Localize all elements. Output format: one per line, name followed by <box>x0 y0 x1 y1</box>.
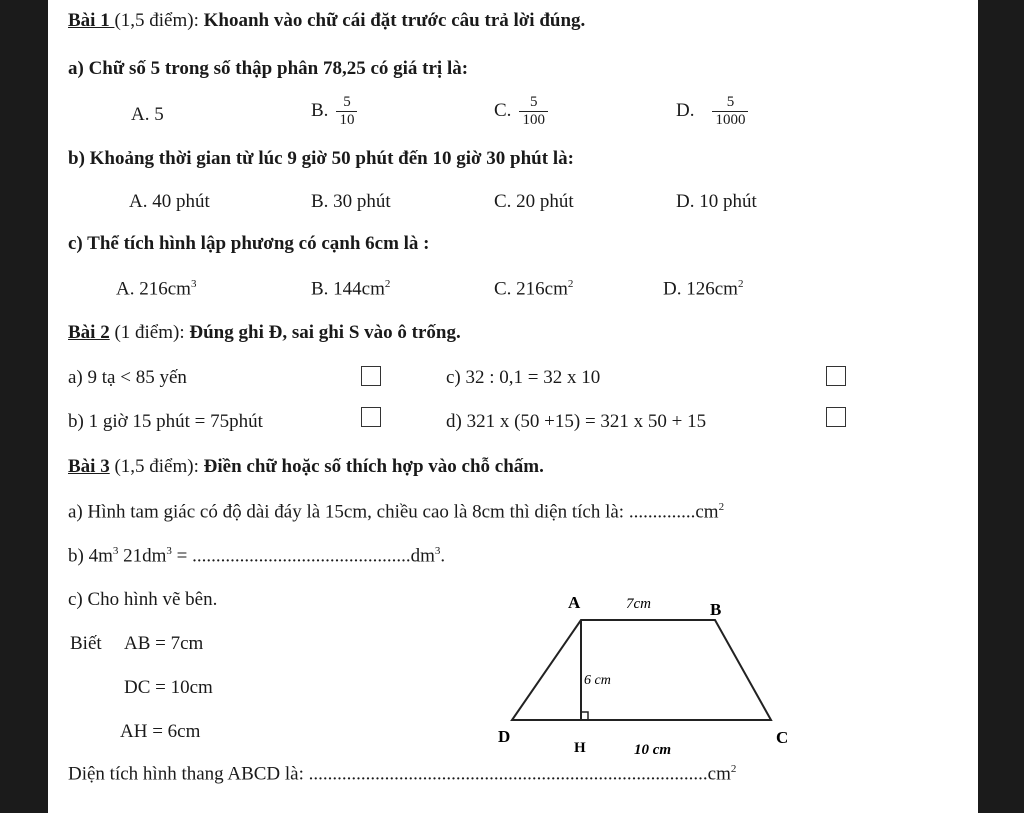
bai3-c-area-unit: cm <box>707 763 731 785</box>
fraction-b-den: 10 <box>339 112 355 128</box>
bai3-c-area-blank[interactable]: .................................................................................... <box>308 763 708 785</box>
bai2-item-c: c) 32 : 0,1 = 32 x 10 <box>446 367 601 388</box>
bai1-qc-option-a <box>116 278 196 300</box>
bai3-a-unit-sup: 2 <box>718 501 725 513</box>
bai2-item-b: b) 1 giờ 15 phút = 75phút <box>68 411 263 432</box>
qc-c-sup: 2 <box>567 278 574 290</box>
bai1-heading <box>68 10 585 32</box>
fraction-c-den: 100 <box>522 112 545 128</box>
worksheet-page <box>48 0 978 813</box>
bai1-qa-option-c <box>494 94 548 129</box>
bai3-c-ah: AH = 6cm <box>120 721 201 742</box>
fraction-d <box>712 94 748 129</box>
bai3-item-a <box>68 501 724 523</box>
qc-a-sup: 3 <box>190 278 197 290</box>
option-d-letter: D. <box>676 99 695 121</box>
bai3-b-mid: 21dm <box>118 545 167 567</box>
bai3-c-ab: AB = 7cm <box>124 633 204 654</box>
bai3-a-unit: cm <box>695 501 719 523</box>
bai3-item-b <box>68 545 445 567</box>
bai1-qb-option-b: B. 30 phút <box>311 191 391 212</box>
bai3-instruction: Điền chữ hoặc số thích hợp vào chỗ chấm. <box>203 456 544 477</box>
bai2-box-c[interactable] <box>826 366 846 386</box>
bai2-instruction: Đúng ghi Đ, sai ghi S vào ô trống. <box>189 322 461 343</box>
bai3-c-known-label: Biết <box>70 633 102 654</box>
bai1-qb-question: b) Khoảng thời gian từ lúc 9 giờ 50 phút đến 10 giờ 30 phút là: <box>68 148 574 169</box>
bai1-qb-option-d: D. 10 phút <box>676 191 757 212</box>
bai1-qc-question: c) Thể tích hình lập phương có cạnh 6cm là : <box>68 233 430 254</box>
vertex-label-c: C <box>776 728 789 747</box>
bai3-b-unit-sup: 3 <box>434 545 441 557</box>
bai1-qc-option-c <box>494 278 573 300</box>
fraction-d-den: 1000 <box>715 112 746 128</box>
trapezoid-shape <box>512 620 771 720</box>
fraction-b <box>336 94 357 129</box>
length-label-ah: 6 cm <box>584 673 611 688</box>
bai2-points: (1 điểm): <box>109 322 190 343</box>
option-b-letter: B. <box>311 99 329 121</box>
bai3-b-sup1: 3 <box>112 545 119 557</box>
bai2-box-a[interactable] <box>361 366 381 386</box>
bai1-qc-option-d <box>663 278 743 300</box>
bai3-c-intro: c) Cho hình vẽ bên. <box>68 589 218 610</box>
bai3-b-blank[interactable]: .............................................. <box>192 545 411 567</box>
bai1-qa-question: a) Chữ số 5 trong số thập phân 78,25 có giá trị là: <box>68 58 469 79</box>
bai1-qc-option-b <box>311 278 390 300</box>
option-c-letter: C. <box>494 99 512 121</box>
bai2-box-b[interactable] <box>361 407 381 427</box>
bai2-heading <box>68 322 461 344</box>
bai1-qa-option-b <box>311 94 357 129</box>
bai3-c-area-text: Diện tích hình thang ABCD là: <box>68 763 309 785</box>
fraction-d-num: 5 <box>712 94 748 112</box>
bai1-qa-option-d <box>676 94 748 129</box>
fraction-c-num: 5 <box>519 94 548 112</box>
length-label-ab: 7cm <box>626 596 651 612</box>
fraction-c <box>519 94 548 129</box>
qc-d-text: D. 126cm <box>663 278 738 300</box>
bai3-points: (1,5 điểm): <box>109 456 204 477</box>
bai3-b-unit: dm <box>410 545 435 567</box>
bai3-c-area-sup: 2 <box>730 763 737 775</box>
bai3-label: Bài 3 <box>68 456 110 477</box>
qc-d-sup: 2 <box>737 278 744 290</box>
bai3-b-sup2: 3 <box>166 545 172 557</box>
qc-b-text: B. 144cm <box>311 278 385 300</box>
bai1-points: (1,5 điểm): <box>114 10 204 31</box>
bai1-qa-option-a: A. 5 <box>131 104 164 125</box>
bai3-c-dc: DC = 10cm <box>124 677 213 698</box>
bai2-box-d[interactable] <box>826 407 846 427</box>
bai3-b-prefix: b) 4m <box>68 545 113 567</box>
trapezoid-figure <box>498 588 818 758</box>
vertex-label-h: H <box>574 740 586 756</box>
bai3-a-blank[interactable]: .............. <box>628 501 696 523</box>
vertex-label-b: B <box>710 600 722 619</box>
bai1-qb-option-a: A. 40 phút <box>129 191 210 212</box>
length-label-dc: 10 cm <box>634 742 672 758</box>
qc-a-text: A. 216cm <box>116 278 191 300</box>
right-angle-mark <box>581 712 588 720</box>
vertex-label-d: D <box>498 727 511 746</box>
bai3-c-area <box>68 763 736 785</box>
bai3-a-text: a) Hình tam giác có độ dài đáy là 15cm, chiều cao là 8cm thì diện tích là: <box>68 501 629 523</box>
qc-c-text: C. 216cm <box>494 278 568 300</box>
bai2-item-d: d) 321 x (50 +15) = 321 x 50 + 15 <box>446 411 707 432</box>
bai2-label: Bài 2 <box>68 322 110 343</box>
qc-b-sup: 2 <box>384 278 391 290</box>
fraction-b-num: 5 <box>336 94 357 112</box>
bai3-heading <box>68 456 544 478</box>
bai3-b-end: . <box>440 545 446 567</box>
bai1-label: Bài 1 <box>68 10 115 31</box>
vertex-label-a: A <box>568 593 581 612</box>
bai2-item-a: a) 9 tạ < 85 yến <box>68 367 187 388</box>
bai1-instruction: Khoanh vào chữ cái đặt trước câu trả lời đúng. <box>203 10 586 31</box>
bai3-b-eq: = <box>171 545 193 567</box>
bai1-qb-option-c: C. 20 phút <box>494 191 574 212</box>
